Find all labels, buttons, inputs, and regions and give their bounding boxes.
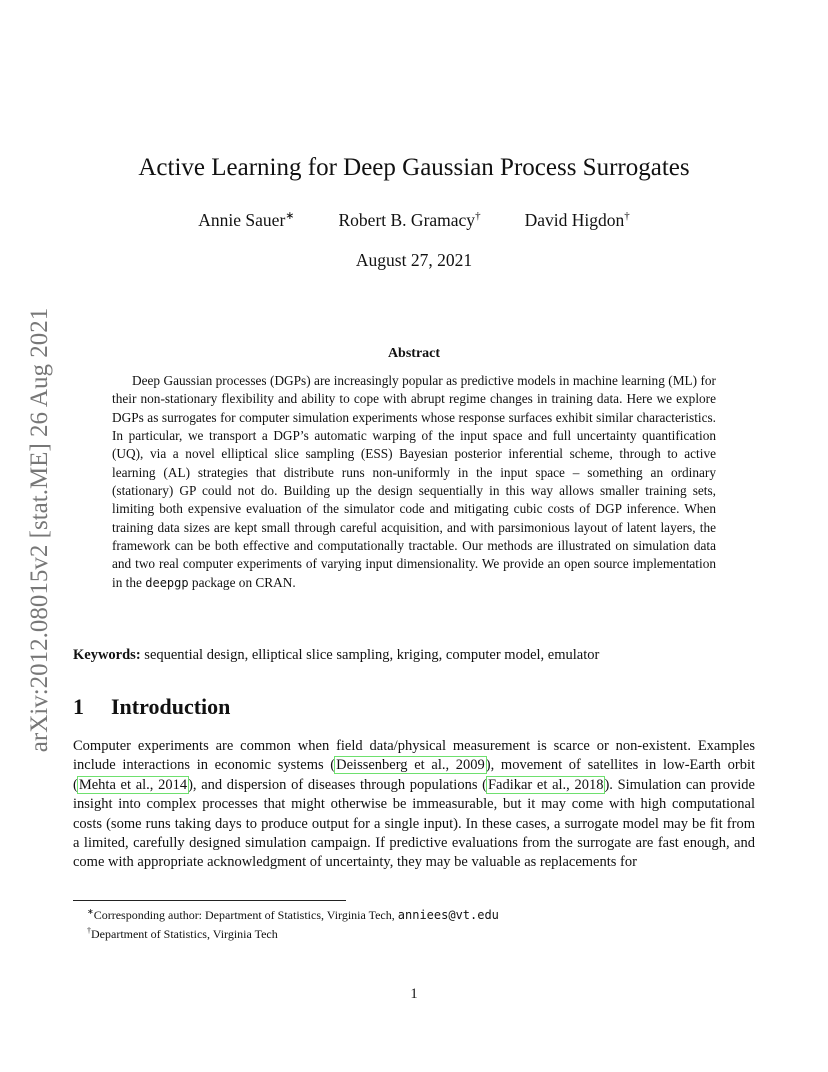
- author-1-name: Annie Sauer: [198, 210, 286, 230]
- author-2-mark: †: [475, 210, 481, 223]
- author-1: [198, 210, 294, 231]
- abstract-text-end: package on CRAN.: [188, 574, 296, 590]
- author-3: [525, 210, 630, 231]
- intro-text-4: ). Simulation can provide insight into complex processes that might otherwise be immeasurable, but it may come with high computational costs (some runs taking days to produce output for a single input). In these cases, a surrogate model may be fit from a limited, carefully designed simulation campaign. If predictive evaluations from the surrogate are fast enough, and come with appropriate acknowledgment of uncertainty, they may be valuable as replacements for: [73, 776, 755, 871]
- abstract-heading: Abstract: [387, 346, 441, 361]
- intro-text-2: ), movement of satellites in low-Earth orbit (: [73, 757, 755, 793]
- package-name: deepgp: [145, 575, 189, 590]
- paper-date: August 27, 2021: [355, 250, 473, 270]
- footnote-1-mark: ∗: [87, 907, 94, 916]
- page-number: 1: [410, 986, 418, 1002]
- section-number: 1: [73, 694, 84, 719]
- arxiv-identifier-text: arXiv:2012.08015v2 [stat.ME] 26 Aug 2021: [26, 307, 53, 753]
- citation-link-mehta[interactable]: Mehta et al., 2014: [78, 776, 188, 793]
- citation-link-fadikar[interactable]: Fadikar et al., 2018: [487, 776, 604, 793]
- author-1-mark: ∗: [285, 210, 295, 223]
- arxiv-identifier: [20, 280, 60, 780]
- footnote-2-mark: †: [87, 926, 91, 935]
- footnotes: [73, 904, 755, 942]
- section-title: Introduction: [111, 694, 231, 719]
- author-email: anniees@vt.edu: [397, 908, 499, 922]
- author-3-mark: †: [624, 210, 630, 223]
- author-list: [73, 210, 755, 231]
- footnote-divider: [73, 900, 346, 901]
- intro-text-1: Computer experiments are common when field data/physical measurement is scarce or non-existent. Examples include interactions in economic systems (: [73, 738, 755, 774]
- citation-link-deissenberg[interactable]: Deissenberg et al., 2009: [336, 757, 485, 774]
- keywords-text: sequential design, elliptical slice sampling, kriging, computer model, emulator: [144, 647, 600, 663]
- intro-paragraph: [73, 737, 755, 873]
- author-2: [339, 210, 481, 231]
- keywords: [73, 647, 755, 664]
- footnote-1: [73, 904, 755, 923]
- author-2-name: Robert B. Gramacy: [338, 210, 476, 230]
- footnote-2: [73, 923, 755, 942]
- section-heading: [73, 694, 230, 720]
- keywords-label: Keywords:: [73, 647, 141, 663]
- intro-text-3: ), and dispersion of diseases through populations (: [188, 776, 487, 793]
- footnote-1-text: Corresponding author: Department of Statistics, Virginia Tech,: [93, 908, 398, 922]
- footnote-2-text: Department of Statistics, Virginia Tech: [91, 927, 278, 941]
- abstract-text-main: Deep Gaussian processes (DGPs) are increasingly popular as predictive models in machine learning (ML) for their non-stationary flexibility and ability to cope with abrupt regime changes in training data. Here we explore DGPs as surrogates for computer simulation experiments whose response surfaces exhibit similar characteristics. In particular, we transport a DGP’s automatic warping of the input space and full uncertainty quantification (UQ), via a novel elliptical slice sampling (ESS) Bayesian posterior inferential scheme, through to active learning (AL) strategies that distribute runs non-uniformly in the input space – something an ordinary (stationary) GP could not do. Building up the design sequentially in this way allows smaller training sets, limiting both expensive evaluation of the simulator code and mitigating cubic costs of DGP inference. When training data sizes are kept small through careful acquisition, and with parsimonious layout of latent layers, the framework can be both effective and computationally tractable. Our methods are illustrated on simulation data and two real computer experiments of varying input dimensionality. We provide an open source implementation in the: [112, 373, 716, 590]
- abstract-text: [112, 372, 716, 592]
- author-3-name: David Higdon: [524, 210, 625, 230]
- paper-title: Active Learning for Deep Gaussian Process Surrogates: [138, 154, 690, 181]
